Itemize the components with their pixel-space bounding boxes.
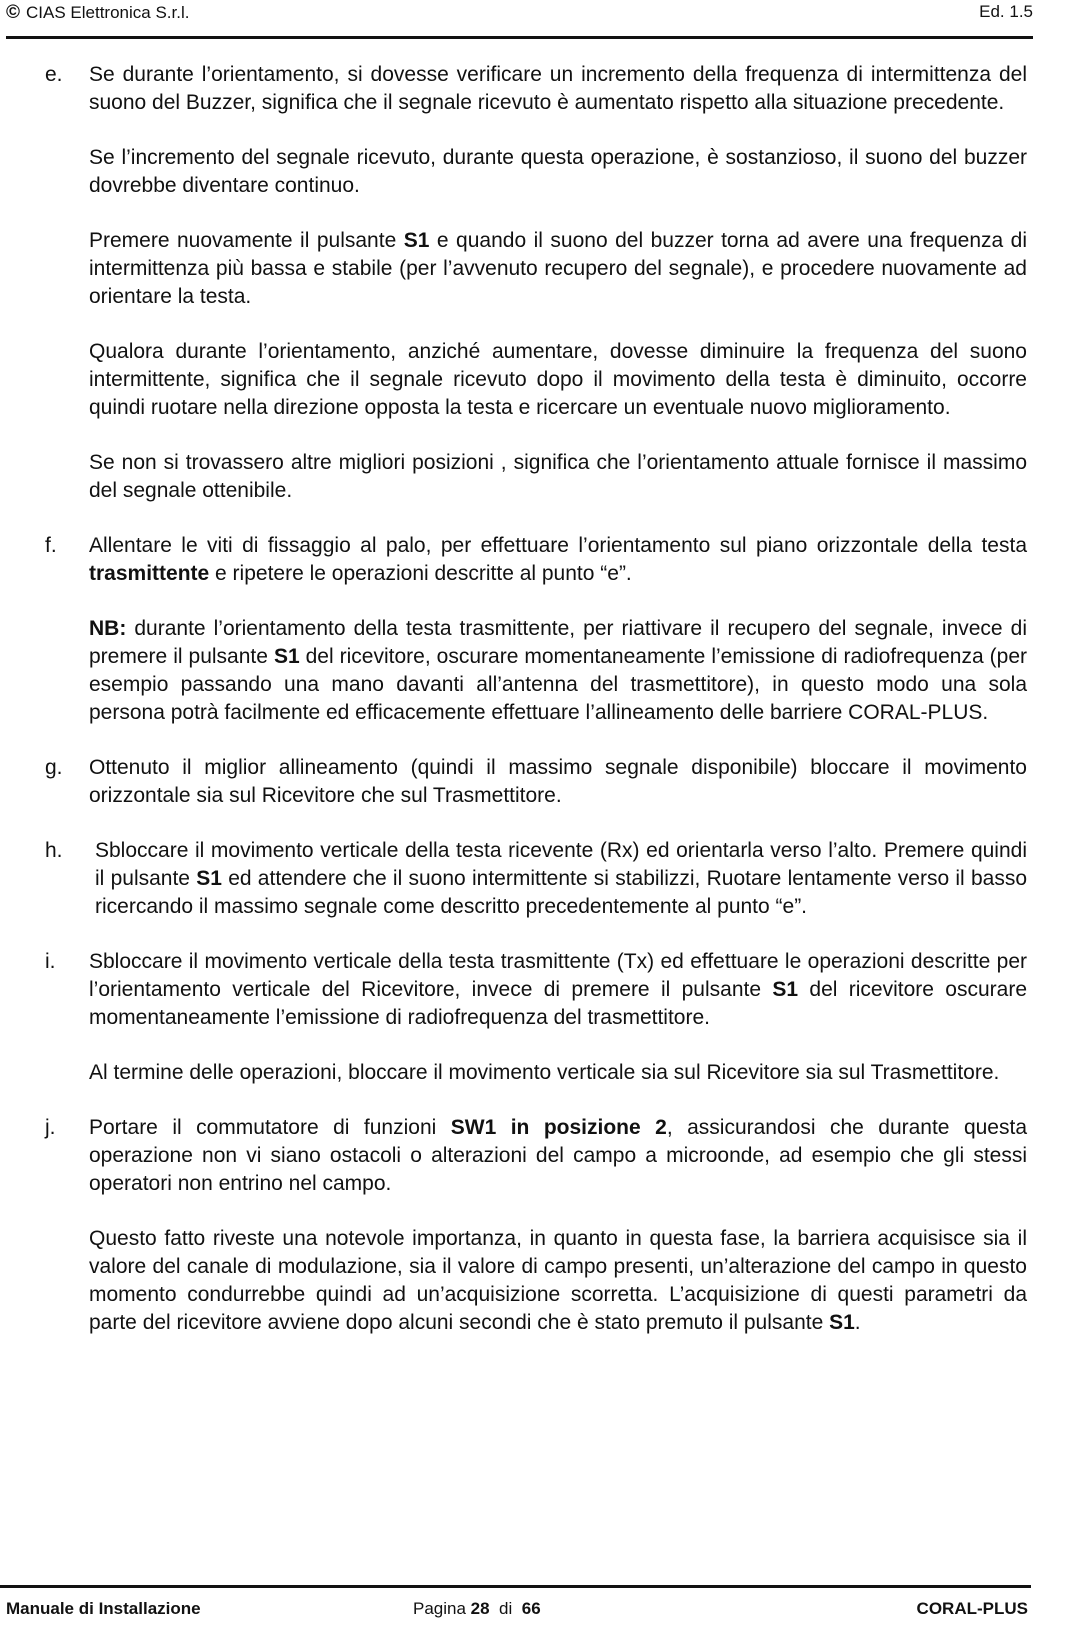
paragraph: Se durante l’orientamento, si dovesse verificare un incremento della frequenza di intermittenza del suono del Buzzer, significa che il segnale ricevuto è aumentato rispetto alla situazione precedente. xyxy=(89,63,1027,114)
item-marker: i. xyxy=(45,950,56,973)
item-body xyxy=(89,61,1027,532)
header-company xyxy=(6,2,189,24)
list-item-e xyxy=(45,61,1027,532)
list-item-i xyxy=(45,948,1027,1114)
paragraph xyxy=(95,837,1027,921)
item-body xyxy=(89,754,1027,837)
text-run: e ripetere le operazioni descritte al punto “e”. xyxy=(209,562,632,585)
text-run: Allentare le viti di fissaggio al palo, per effettuare l’orientamento sul piano orizzontale della testa xyxy=(89,534,1027,557)
company-name: CIAS Elettronica S.r.l. xyxy=(26,3,190,22)
item-body xyxy=(89,1114,1027,1364)
text-run: durante l’orientamento della testa trasmittente, per riattivare il recupero del segnale, invece di premere il pulsante xyxy=(89,617,1027,668)
bold-run: SW1 in posizione 2 xyxy=(450,1116,667,1139)
text-run: ed attendere che il suono intermittente si stabilizzi, Ruotare lentamente verso il basso ricercando il massimo segnale come descritto precedentemente al punto “e”. xyxy=(95,867,1027,918)
item-marker: g. xyxy=(45,756,63,779)
text-run: Questo fatto riveste una notevole importanza, in quanto in questa fase, la barriera acquisisce sia il valore del canale di modulazione, sia il valore di campo presenti, un’alterazione del campo in questo momento condurrebbe quindi ad un’acquisizione scorretta. L’acquisizione di questi parametri da parte del ricevitore avviene dopo alcuni secondi che è stato premuto il pulsante xyxy=(89,1227,1027,1334)
paragraph: Ottenuto il miglior allineamento (quindi il massimo segnale disponibile) bloccare il movimento orizzontale sia sul Ricevitore che sul Trasmettitore. xyxy=(89,756,1027,807)
paragraph xyxy=(89,1114,1027,1198)
paragraph: Al termine delle operazioni, bloccare il movimento verticale sia sul Ricevitore sia sul Trasmettitore. xyxy=(89,1061,1000,1084)
list-item-j xyxy=(45,1114,1027,1364)
bold-run: trasmittente xyxy=(89,562,210,585)
document-body xyxy=(45,61,1027,1364)
current-page: 28 xyxy=(470,1599,490,1618)
product-name: CORAL-PLUS xyxy=(916,1599,1028,1618)
note-label: NB: xyxy=(89,617,127,640)
item-body xyxy=(89,948,1027,1114)
paragraph xyxy=(89,948,1027,1032)
page-number xyxy=(413,1599,541,1619)
item-marker: j. xyxy=(45,1116,56,1139)
text-run: Sbloccare il movimento verticale della testa ricevente (Rx) ed orientarla verso l’alto. Premere quindi il pulsante xyxy=(95,839,1027,890)
text-run: . xyxy=(854,1311,861,1334)
bold-run: S1 xyxy=(829,1311,855,1334)
list-item-h xyxy=(45,837,1027,948)
text-run: e quando il suono del buzzer torna ad avere una frequenza di intermittenza più bassa e stabile (per l’avvenuto recupero del segnale), e procedere nuovamente ad orientare la testa. xyxy=(89,229,1027,308)
text-run: Portare il commutatore di funzioni xyxy=(89,1116,451,1139)
text-run: , assicurandosi che durante questa operazione non vi siano ostacoli o alterazioni del campo a microonde, ad esempio che gli stessi operatori non entrino nel campo. xyxy=(89,1116,1027,1195)
paragraph xyxy=(89,1225,1027,1337)
text-run: Premere nuovamente il pulsante xyxy=(89,229,404,252)
list-item-f xyxy=(45,532,1027,754)
page-footer xyxy=(0,1585,1031,1631)
text-run: del ricevitore oscurare momentaneamente l’emissione di radiofrequenza del trasmettitore. xyxy=(89,978,1028,1029)
item-body xyxy=(95,837,1027,948)
text-run: del ricevitore, oscurare momentaneamente l’emissione di radiofrequenza (per esempio passando una mano davanti all’antenna del trasmettitore), in questo modo una sola persona potrà facilmente ed efficacemente effettuare l’allineamento delle barriere CORAL-PLUS. xyxy=(89,645,1027,724)
manual-title: Manuale di Installazione xyxy=(6,1599,201,1618)
page-word: Pagina xyxy=(413,1599,466,1618)
item-marker: h. xyxy=(45,839,63,862)
item-body xyxy=(89,532,1027,754)
list-item-g xyxy=(45,754,1027,837)
item-marker: f. xyxy=(45,534,57,557)
total-pages: 66 xyxy=(521,1599,541,1618)
bold-run: S1 xyxy=(196,867,222,890)
copyright-icon: © xyxy=(6,2,20,23)
bold-run: S1 xyxy=(403,229,430,252)
paragraph xyxy=(89,227,1027,311)
bold-run: S1 xyxy=(772,978,799,1001)
paragraph: Qualora durante l’orientamento, anziché aumentare, dovesse diminuire la frequenza del suono intermittente, significa che il segnale ricevuto dopo il movimento della testa è diminuito, occorre quindi ruotare nella direzione opposta la testa e ricercare un eventuale nuovo miglioramento. xyxy=(89,340,1027,419)
page-header xyxy=(6,0,1033,39)
item-marker: e. xyxy=(45,63,63,86)
note-paragraph xyxy=(89,615,1027,727)
paragraph: Se non si trovassero altre migliori posizioni , significa che l’orientamento attuale fornisce il massimo del segnale ottenibile. xyxy=(89,451,1027,502)
of-word: di xyxy=(499,1599,513,1618)
bold-run: S1 xyxy=(273,645,300,668)
edition-label: Ed. 1.5 xyxy=(979,2,1033,21)
text-run: Sbloccare il movimento verticale della testa trasmittente (Tx) ed effettuare le operazioni descritte per l’orientamento verticale del Ricevitore, invece di premere il pulsante xyxy=(89,950,1027,1001)
paragraph: Se l’incremento del segnale ricevuto, durante questa operazione, è sostanzioso, il suono del buzzer dovrebbe diventare continuo. xyxy=(89,146,1027,197)
paragraph xyxy=(89,532,1027,588)
